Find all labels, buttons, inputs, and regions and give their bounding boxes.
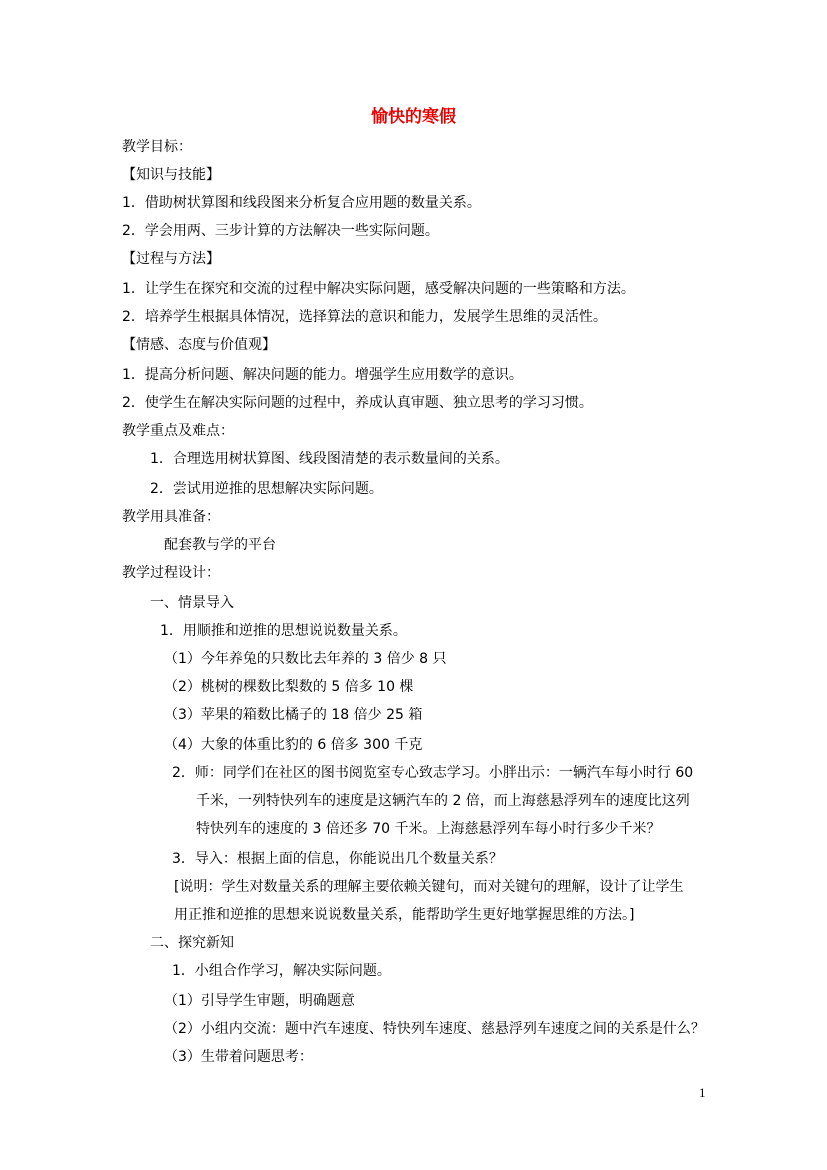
- text-line: 二、探究新知: [150, 935, 234, 951]
- text-line: （3）生带着问题思考：: [164, 1049, 313, 1065]
- text-line: 用正推和逆推的思想来说说数量关系，能帮助学生更好地掌握思维的方法。]: [174, 907, 635, 923]
- text-line: （3）苹果的箱数比橘子的 18 倍少 25 箱: [164, 707, 423, 723]
- text-line: 1．让学生在探究和交流的过程中解决实际问题，感受解决问题的一些策略和方法。: [122, 281, 635, 297]
- document-title: 愉快的寒假: [371, 107, 456, 127]
- text-line: 教学重点及难点：: [122, 423, 234, 439]
- text-line: 2．学会用两、三步计算的方法解决一些实际问题。: [122, 223, 439, 239]
- page-number: 1: [699, 1085, 706, 1100]
- text-line: （2）桃树的棵数比梨数的 5 倍多 10 棵: [164, 679, 414, 695]
- text-line: 1．合理选用树状算图、线段图清楚的表示数量间的关系。: [150, 451, 509, 467]
- text-line: 3．导入：根据上面的信息，你能说出几个数量关系？: [172, 851, 503, 867]
- text-line: （1）今年养兔的只数比去年养的 3 倍少 8 只: [164, 651, 447, 667]
- text-line: 2．使学生在解决实际问题的过程中，养成认真审题、独立思考的学习习惯。: [122, 395, 593, 411]
- text-line: （1）引导学生审题，明确题意: [164, 993, 355, 1009]
- text-line: 教学目标：: [122, 139, 192, 155]
- section-heading: 【过程与方法】: [122, 251, 220, 267]
- text-line: 2．培养学生根据具体情况，选择算法的意识和能力，发展学生思维的灵活性。: [122, 309, 607, 325]
- text-line: 1．提高分析问题、解决问题的能力。增强学生应用数学的意识。: [122, 367, 523, 383]
- text-line: 2．尝试用逆推的思想解决实际问题。: [150, 481, 383, 497]
- section-heading: 【情感、态度与价值观】: [122, 337, 276, 353]
- text-line: 1．用顺推和逆推的思想说说数量关系。: [160, 623, 407, 639]
- section-heading: 【知识与技能】: [122, 167, 220, 183]
- text-line: （4）大象的体重比豹的 6 倍多 300 千克: [164, 737, 423, 753]
- text-line: 教学用具准备：: [122, 509, 220, 525]
- text-line: 千米，一列特快列车的速度是这辆汽车的 2 倍，而上海慈悬浮列车的速度比这列: [196, 793, 690, 809]
- text-line: 2．师：同学们在社区的图书阅览室专心致志学习。小胖出示：一辆汽车每小时行 60: [172, 765, 694, 781]
- text-line: 1．小组合作学习，解决实际问题。: [172, 963, 391, 979]
- text-line: [说明：学生对数量关系的理解主要依赖关键句，而对关键句的理解，设计了让学生: [174, 879, 684, 895]
- text-line: 配套教与学的平台: [164, 537, 276, 553]
- text-line: 1．借助树状算图和线段图来分析复合应用题的数量关系。: [122, 195, 481, 211]
- text-line: 教学过程设计：: [122, 565, 220, 581]
- text-line: （2）小组内交流：题中汽车速度、特快列车速度、慈悬浮列车速度之间的关系是什么？: [164, 1021, 705, 1037]
- text-line: 一、情景导入: [150, 595, 234, 611]
- text-line: 特快列车的速度的 3 倍还多 70 千米。上海慈悬浮列车每小时行多少千米？: [196, 821, 661, 837]
